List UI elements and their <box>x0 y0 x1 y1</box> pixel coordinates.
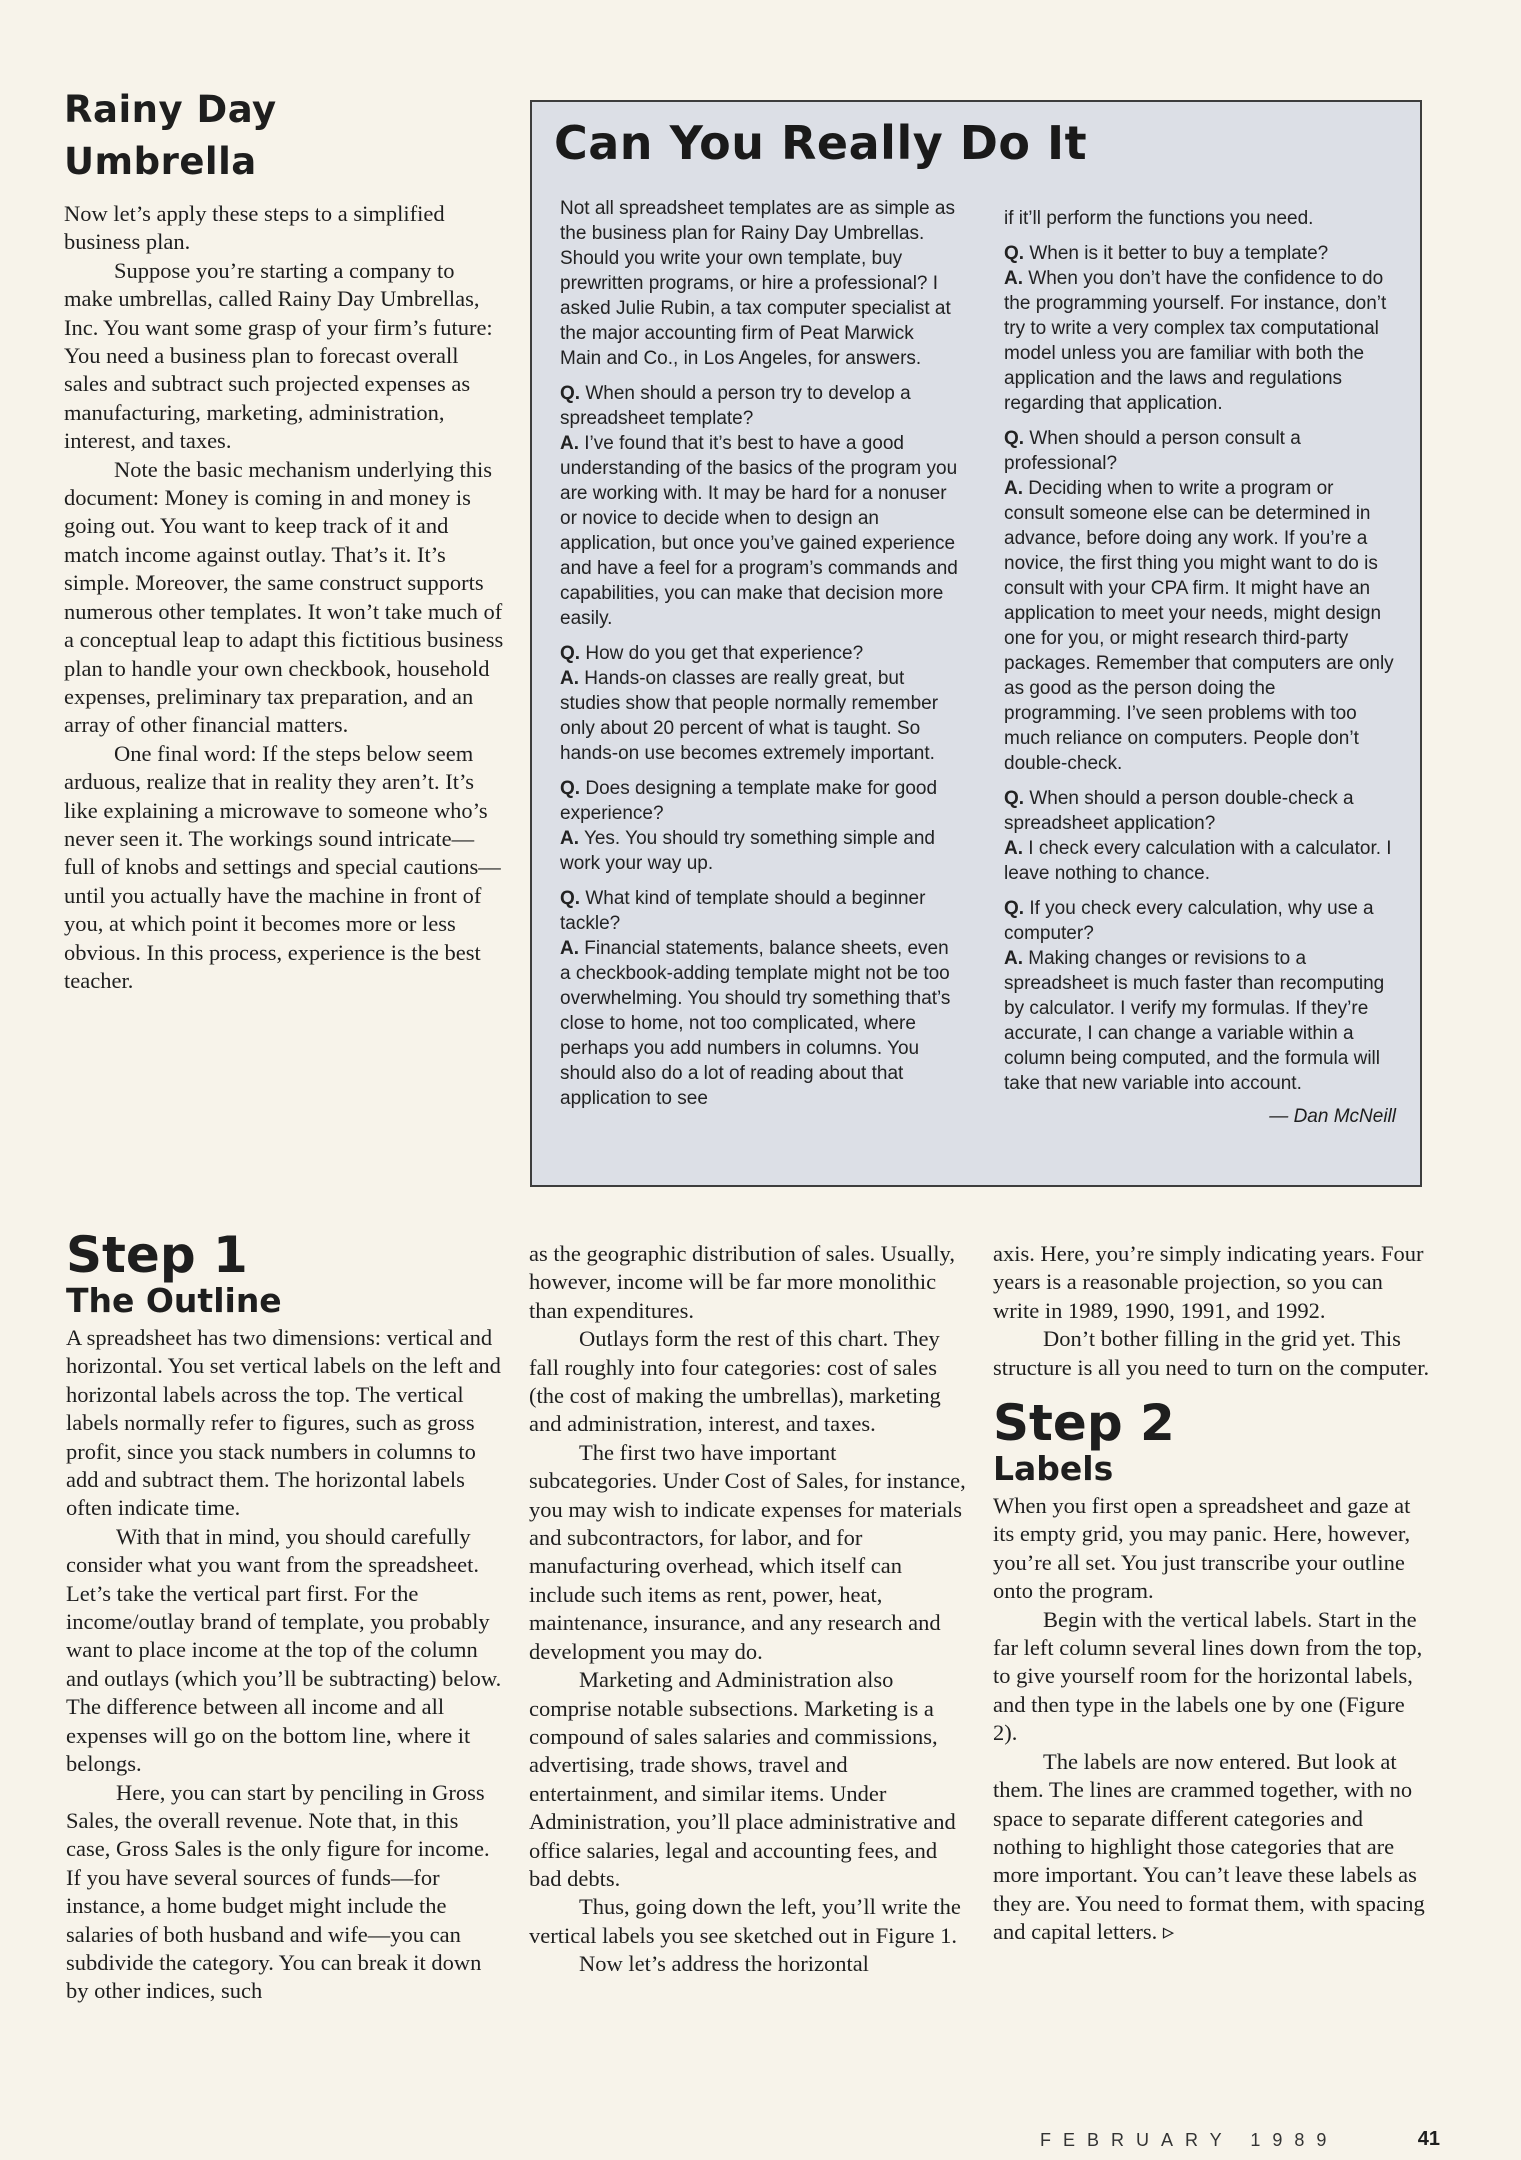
step2-heading: Step 2 <box>993 1394 1175 1453</box>
sidebar-question <box>1004 896 1396 946</box>
intro-paragraph: Suppose you’re starting a company to make umbrellas, called Rainy Day Umbrellas, Inc. You want some grasp of your firm’s future: You need a business plan to forecast overall sales and subtract such projected expenses as manufacturing, marketing, administration, interest, and taxes. <box>64 257 493 454</box>
sidebar-question <box>1004 786 1396 836</box>
question-text: When should a person double-check a spreadsheet application? <box>1004 788 1354 834</box>
a-label: A. <box>1004 268 1023 289</box>
sidebar-box <box>530 100 1422 1187</box>
intro-paragraph: Now let’s apply these steps to a simplified business plan. <box>64 201 445 255</box>
a-label: A. <box>1004 838 1023 859</box>
q-label: Q. <box>1004 898 1025 919</box>
a-label: A. <box>560 938 579 959</box>
body-paragraph: Now let’s address the horizontal <box>579 1951 869 1977</box>
sidebar-question <box>560 381 958 431</box>
a-label: A. <box>560 668 579 689</box>
step1-heading: Step 1 <box>66 1226 248 1284</box>
sidebar-answer-continued: if it’ll perform the functions you need. <box>1004 208 1314 229</box>
sidebar-answer <box>560 666 958 766</box>
sidebar-question <box>1004 241 1396 266</box>
q-label: Q. <box>560 643 581 664</box>
answer-text: Making changes or revisions to a spreadsheet is much faster than recomputing by calculator. I verify my formulas. If they’re accurate, I can change a variable within a column being computed, and the formula will take that new variable into account. <box>1004 948 1385 1094</box>
footer-issue-date: FEBRUARY 1989 <box>1040 2130 1339 2150</box>
intro-title-line-2: Umbrella <box>64 140 257 183</box>
question-text: When should a person try to develop a spreadsheet template? <box>560 383 911 429</box>
q-label: Q. <box>560 778 581 799</box>
page-number: 41 <box>1417 2128 1440 2150</box>
q-label: Q. <box>1004 428 1025 449</box>
body-paragraph: as the geographic distribution of sales. Usually, however, income will be far more monolithic than expenditures. <box>529 1241 955 1323</box>
sidebar-left-column <box>560 196 958 1121</box>
body-paragraph: Begin with the vertical labels. Start in the far left column several lines down from the top, to give yourself room for the horizontal labels, and then type in the labels one by one (Figure 2). <box>993 1606 1423 1746</box>
question-text: When should a person consult a professional? <box>1004 428 1301 474</box>
intro-paragraph: Note the basic mechanism underlying this document: Money is coming in and money is going out. You want to keep track of it and match income against outlay. That’s it. It’s simple. Moreover, the same construct supports numerous other templates. It won’t take much of a conceptual leap to adapt this fictitious business plan to handle your own checkbook, household expenses, preliminary tax preparation, and an array of other financial matters. <box>64 456 504 738</box>
sidebar-question <box>1004 426 1396 476</box>
question-text: How do you get that experience? <box>585 643 864 664</box>
middle-column <box>529 1240 969 1979</box>
sidebar-byline: — Dan McNeill <box>1269 1106 1396 1127</box>
q-label: Q. <box>1004 788 1025 809</box>
intro-title <box>64 84 484 188</box>
question-text: When is it better to buy a template? <box>1029 243 1329 264</box>
step1-subtitle: The Outline <box>66 1281 282 1320</box>
sidebar-answer <box>1004 836 1396 886</box>
intro-body <box>64 200 504 995</box>
body-paragraph: Thus, going down the left, you’ll write the vertical labels you see sketched out in Figure 1. <box>529 1894 961 1948</box>
sidebar-question <box>560 776 958 826</box>
sidebar-answer <box>560 936 958 1111</box>
sidebar-title: Can You Really Do It <box>554 116 1088 170</box>
answer-text: Financial statements, balance sheets, even a checkbook-adding template might not be too overwhelming. You should try something that’s close to home, not too complicated, where perhaps you add numbers in columns. You should also do a lot of reading about that application to see <box>560 938 951 1109</box>
body-paragraph: A spreadsheet has two dimensions: vertical and horizontal. You set vertical labels on the left and horizontal labels across the top. The vertical labels normally refer to figures, such as gross profit, since you stack numbers in columns to add and subtract them. The horizontal labels often indicate time. <box>66 1325 501 1521</box>
sidebar-answer <box>1004 266 1396 416</box>
body-paragraph: When you first open a spreadsheet and gaze at its empty grid, you may panic. Here, however, you’re all set. You just transcribe your outline onto the program. <box>993 1493 1411 1604</box>
right-column <box>993 1240 1433 1947</box>
answer-text: Hands-on classes are really great, but studies show that people normally remember only about 20 percent of what is taught. So hands-on use becomes extremely important. <box>560 668 939 764</box>
question-text: What kind of template should a beginner tackle? <box>560 888 926 934</box>
body-paragraph: Don’t bother filling in the grid yet. This structure is all you need to turn on the computer. <box>993 1326 1430 1380</box>
a-label: A. <box>560 828 579 849</box>
q-label: Q. <box>560 888 581 909</box>
body-paragraph: Marketing and Administration also comprise notable subsections. Marketing is a compound of sales salaries and commissions, advertising, trade shows, travel and entertainment, and similar items. Under Administration, you’ll place administrative and office salaries, legal and accounting fees, and bad debts. <box>529 1667 956 1891</box>
a-label: A. <box>1004 948 1023 969</box>
body-paragraph: The labels are now entered. But look at them. The lines are crammed together, with no space to separate different categories and nothing to highlight those categories that are more important. You can’t leave these labels as they are. You need to format them, with spacing and capital letters. ▹ <box>993 1748 1425 1945</box>
sidebar-intro: Not all spreadsheet templates are as simple as the business plan for Rainy Day Umbrellas. Should you write your own template, buy prewritten programs, or hire a professional? I asked Julie Rubin, a tax computer specialist at the major accounting firm of Peat Marwick Main and Co., in Los Angeles, for answers. <box>560 198 955 369</box>
body-paragraph: Outlays form the rest of this chart. They fall roughly into four categories: cost of sales (the cost of making the umbrellas), marketing and administration, interest, and taxes. <box>529 1326 941 1437</box>
body-paragraph: Here, you can start by penciling in Gross Sales, the overall revenue. Note that, in this case, Gross Sales is the only figure for income. If you have several sources of funds—for instance, a home budget might include the salaries of both husband and wife—you can subdivide the category. You can break it down by other indices, such <box>66 1779 490 2004</box>
body-paragraph: The first two have important subcategories. Under Cost of Sales, for instance, you may wish to indicate expenses for materials and subcontractors, for labor, and for manufacturing overhead, which itself can include such items as rent, power, heat, maintenance, insurance, and any research and development you may do. <box>529 1439 966 1664</box>
body-paragraph: axis. Here, you’re simply indicating years. Four years is a reasonable projection, so you can write in 1989, 1990, 1991, and 1992. <box>993 1241 1424 1323</box>
intro-paragraph: One final word: If the steps below seem arduous, realize that in reality they aren’t. It’s like explaining a microwave to someone who’s never seen it. The workings sound intricate—full of knobs and settings and special cautions—until you actually have the machine in front of you, at which point it becomes more or less obvious. In this process, experience is the best teacher. <box>64 740 501 993</box>
question-text: Does designing a template make for good experience? <box>560 778 938 824</box>
question-text: If you check every calculation, why use a computer? <box>1004 898 1374 944</box>
q-label: Q. <box>560 383 581 404</box>
body-paragraph: With that in mind, you should carefully consider what you want from the spreadsheet. Let’s take the vertical part first. For the income/outlay brand of template, you probably want to place income at the top of the column and outlays (which you’ll be subtracting) below. The difference between all income and all expenses will go on the bottom line, where it belongs. <box>66 1523 502 1777</box>
a-label: A. <box>560 433 579 454</box>
a-label: A. <box>1004 478 1023 499</box>
answer-text: Yes. You should try something simple and work your way up. <box>560 828 935 874</box>
page-footer <box>1040 2130 1440 2156</box>
sidebar-right-column <box>1004 206 1396 1128</box>
sidebar-question <box>560 641 958 666</box>
q-label: Q. <box>1004 243 1025 264</box>
answer-text: I check every calculation with a calculator. I leave nothing to chance. <box>1004 838 1392 884</box>
answer-text: Deciding when to write a program or consult someone else can be determined in advance, before doing any work. If you’re a novice, the first thing you might want to do is consult with your CPA firm. It might have an application to meet your needs, might design one for you, or might research third-party packages. Remember that computers are only as good as the person doing the programming. I’ve seen problems with too much reliance on computers. People don’t double-check. <box>1004 478 1394 774</box>
sidebar-answer <box>560 431 958 631</box>
step1-column <box>66 1228 506 2006</box>
sidebar-answer <box>560 826 958 876</box>
sidebar-answer <box>1004 476 1396 776</box>
answer-text: When you don’t have the confidence to do the programming yourself. For instance, don’t try to write a very complex tax computational model unless you are familiar with both the application and the laws and regulations regarding that application. <box>1004 268 1387 414</box>
sidebar-question <box>560 886 958 936</box>
answer-text: I’ve found that it’s best to have a good understanding of the basics of the program you are working with. It may be hard for a nonuser or novice to decide when to design an application, but once you’ve gained experience and have a feel for a program’s commands and capabilities, you can make that decision more easily. <box>560 433 958 629</box>
sidebar-answer <box>1004 946 1396 1096</box>
intro-title-line-1: Rainy Day <box>64 88 277 131</box>
step2-subtitle: Labels <box>993 1449 1114 1489</box>
